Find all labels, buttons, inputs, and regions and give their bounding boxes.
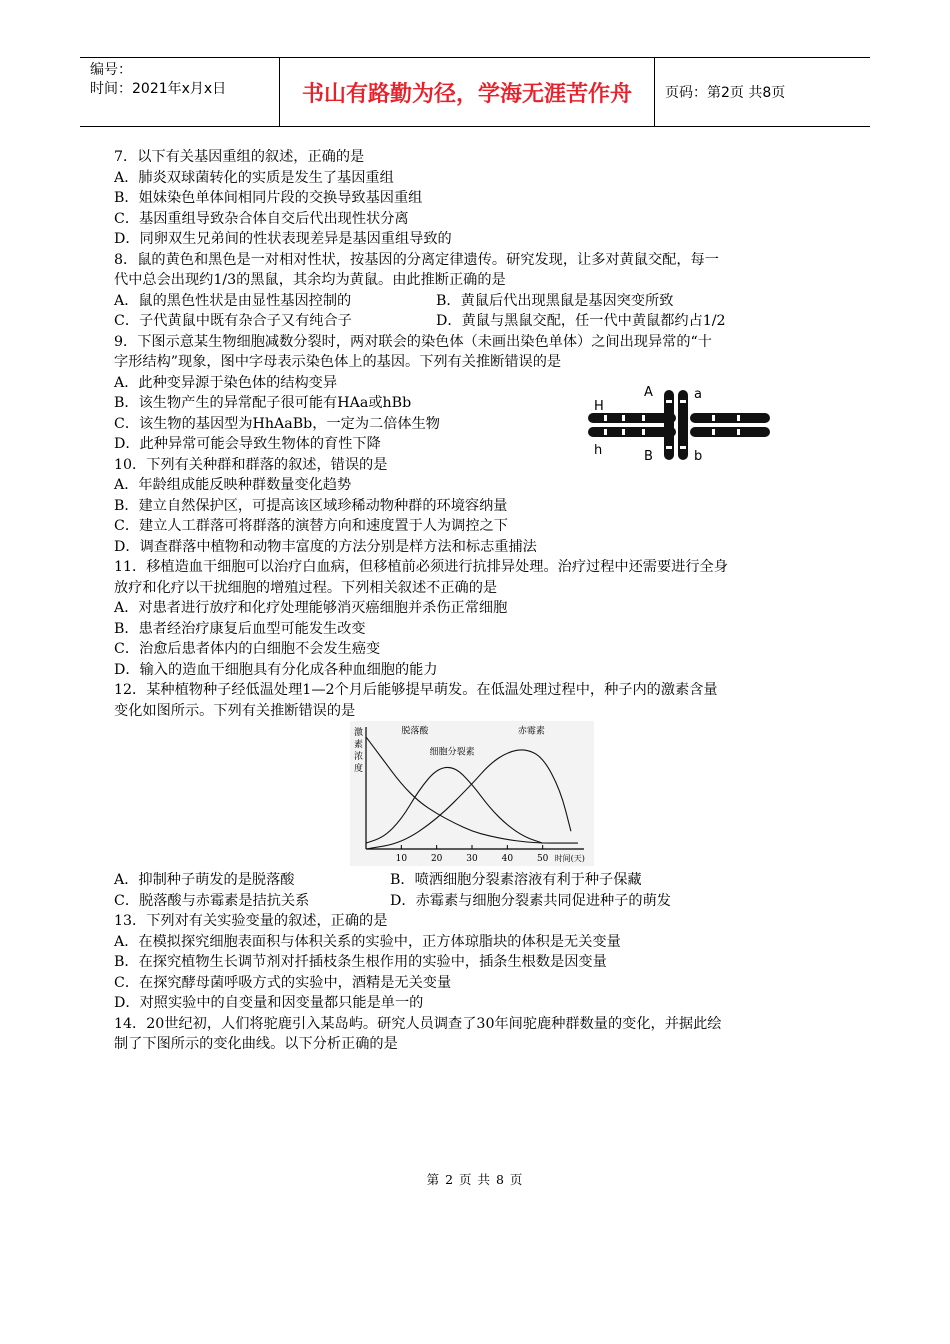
q11-option-d: D．输入的造血干细胞具有分化成各种血细胞的能力	[114, 661, 438, 678]
page-footer: 第 2 页 共 8 页	[426, 1172, 524, 1187]
band	[666, 446, 672, 449]
chromosome-lower-right	[690, 427, 770, 437]
q11-stem-2: 放疗和化疗以干扰细胞的增殖过程。下列相关叙述不正确的是	[114, 579, 498, 596]
gene-label-A: A	[644, 385, 653, 400]
q9-stem-1: 9．下图示意某生物细胞减数分裂时，两对联会的染色体（未画出染色单体）之间出现异常的“十	[114, 333, 712, 350]
series-name-label: 赤霉素	[517, 726, 545, 737]
q13-option-a: A．在模拟探究细胞表面积与体积关系的实验中，正方体琼脂块的体积是无关变量	[114, 933, 621, 950]
x-axis-label: 时间(天)	[554, 854, 585, 863]
q8-option-b: B．黄鼠后代出现黑鼠是基因突变所致	[436, 292, 674, 309]
q8-option-a: A．鼠的黑色性状是由显性基因控制的	[114, 292, 352, 309]
band	[666, 400, 672, 403]
q12-option-d: D．赤霉素与细胞分裂素共同促进种子的萌发	[390, 892, 671, 909]
y-axis-label-char: 素	[354, 740, 364, 750]
band	[642, 429, 645, 435]
q11-option-c: C．治愈后患者体内的白细胞不会发生癌变	[114, 641, 381, 657]
q11-option-b: B．患者经治疗康复后血型可能发生改变	[114, 620, 366, 637]
q12-options-cd	[114, 891, 844, 912]
chromosome-upper-left	[588, 413, 676, 423]
page-header	[80, 57, 870, 127]
band	[680, 400, 686, 403]
q13-stem: 13．下列对有关实验变量的叙述，正确的是	[114, 913, 388, 929]
exam-content	[114, 147, 844, 1055]
band	[622, 429, 625, 435]
band	[642, 415, 645, 421]
header-page-info: 页码：第2页 共8页	[665, 85, 786, 101]
q8-stem-1: 8．鼠的黄色和黑色是一对相对性状，按基因的分离定律遗传。研究发现，让多对黄鼠交配，每一	[114, 251, 719, 268]
series-name-label: 细胞分裂素	[429, 747, 475, 758]
series-name-label: 脱落酸	[401, 726, 429, 737]
q9-option-d: D．此种异常可能会导致生物体的育性下降	[114, 436, 381, 452]
gene-label-B: B	[644, 449, 653, 464]
q8-option-c: C．子代黄鼠中既有杂合子又有纯合子	[114, 313, 352, 329]
q8-stem-2: 代中总会出现约1/3的黑鼠，其余均为黄鼠。由此推断正确的是	[114, 272, 506, 288]
q7-option-b: B．姐妹染色单体间相同片段的交换导致基因重组	[114, 190, 423, 206]
q13-option-c: C．在探究酵母菌呼吸方式的实验中，酒精是无关变量	[114, 974, 452, 991]
q9-stem-2: 字形结构”现象，图中字母表示染色体上的基因。下列有关推断错误的是	[114, 354, 562, 370]
q14-stem-1: 14．20世纪初，人们将驼鹿引入某岛屿。研究人员调查了30年间驼鹿种群数量的变化，并据此绘	[114, 1015, 722, 1032]
band	[712, 415, 715, 421]
band	[737, 415, 740, 421]
time-label: 时间：2021年x月x日	[90, 81, 227, 97]
q10-stem: 10．下列有关种群和群落的叙述，错误的是	[114, 456, 388, 473]
chart-background	[350, 721, 594, 866]
x-tick-label: 10	[395, 854, 408, 864]
gene-label-h: h	[594, 443, 603, 458]
y-axis-label-char: 度	[354, 764, 364, 774]
q14-stem-2: 制了下图所示的变化曲线。以下分析正确的是	[114, 1036, 398, 1052]
number-label: 编号：	[90, 62, 132, 78]
q12-stem-2: 变化如图所示。下列有关推断错误的是	[114, 702, 356, 719]
x-tick-label: 50	[536, 854, 549, 864]
header-motto: 书山有路勤为径，学海无涯苦作舟	[280, 58, 655, 126]
chromosome-lower-left	[588, 427, 676, 437]
hormone-chart-svg	[350, 721, 594, 866]
q9-option-b: B．该生物产生的异常配子很可能有HAa或hBb	[114, 395, 412, 411]
q12-options-ab	[114, 870, 844, 891]
band	[737, 429, 740, 435]
band	[712, 429, 715, 435]
x-tick-label: 20	[430, 854, 443, 864]
q7-option-a: A．肺炎双球菌转化的实质是发生了基因重组	[114, 169, 394, 186]
gene-label-b: b	[694, 449, 703, 464]
q11-option-a: A．对患者进行放疗和化疗处理能够消灭癌细胞并杀伤正常细胞	[114, 600, 508, 616]
band	[680, 446, 686, 449]
q12-option-b: B．喷洒细胞分裂素溶液有利于种子保藏	[390, 872, 642, 888]
chromosome-cross-figure	[582, 384, 782, 464]
q8-options-ab	[114, 291, 844, 312]
q12-option-c: C．脱落酸与赤霉素是拮抗关系	[114, 892, 310, 909]
x-tick-label: 30	[466, 854, 478, 864]
gene-label-a: a	[694, 387, 702, 402]
q12-option-a: A．抑制种子萌发的是脱落酸	[114, 872, 295, 888]
band	[622, 415, 625, 421]
q13-option-d: D．对照实验中的自变量和因变量都只能是单一的	[114, 995, 424, 1011]
q7-option-c: C．基因重组导致杂合体自交后代出现性状分离	[114, 210, 409, 227]
chromosome-upper-right	[690, 413, 770, 423]
hormone-chart	[350, 721, 844, 870]
header-meta	[80, 58, 280, 126]
q11-stem-1: 11．移植造血干细胞可以治疗白血病，但移植前必须进行抗排异处理。治疗过程中还需要进行全身	[114, 559, 728, 575]
q10-option-a: A．年龄组成能反映种群数量变化趋势	[114, 477, 352, 493]
q8-options-cd	[114, 311, 844, 332]
q7-option-d: D．同卵双生兄弟间的性状表现差异是基因重组导致的	[114, 231, 452, 247]
q10-option-c: C．建立人工群落可将群落的演替方向和速度置于人为调控之下	[114, 518, 508, 534]
q10-option-d: D．调查群落中植物和动物丰富度的方法分别是样方法和标志重捕法	[114, 538, 537, 555]
band	[604, 415, 607, 421]
gene-label-H: H	[594, 399, 604, 414]
x-tick-label: 40	[501, 854, 514, 864]
q12-stem-1: 12．某种植物种子经低温处理1—2个月后能够提早萌发。在低温处理过程中，种子内的激素含量	[114, 682, 718, 698]
q10-option-b: B．建立自然保护区，可提高该区域珍稀动物种群的环境容纳量	[114, 497, 508, 514]
q9-option-a: A．此种变异源于染色体的结构变异	[114, 374, 338, 391]
q8-option-d: D．黄鼠与黑鼠交配，任一代中黄鼠都约占1/2	[436, 313, 726, 329]
y-axis-label-char: 浓	[354, 752, 364, 762]
q9-option-c: C．该生物的基因型为HhAaBb，一定为二倍体生物	[114, 415, 440, 432]
y-axis-label-char: 激	[354, 728, 364, 738]
q13-option-b: B．在探究植物生长调节剂对扦插枝条生根作用的实验中，插条生根数是因变量	[114, 954, 607, 970]
q7-stem: 7．以下有关基因重组的叙述，正确的是	[114, 149, 365, 165]
band	[604, 429, 607, 435]
chromosome-shapes	[588, 390, 770, 460]
